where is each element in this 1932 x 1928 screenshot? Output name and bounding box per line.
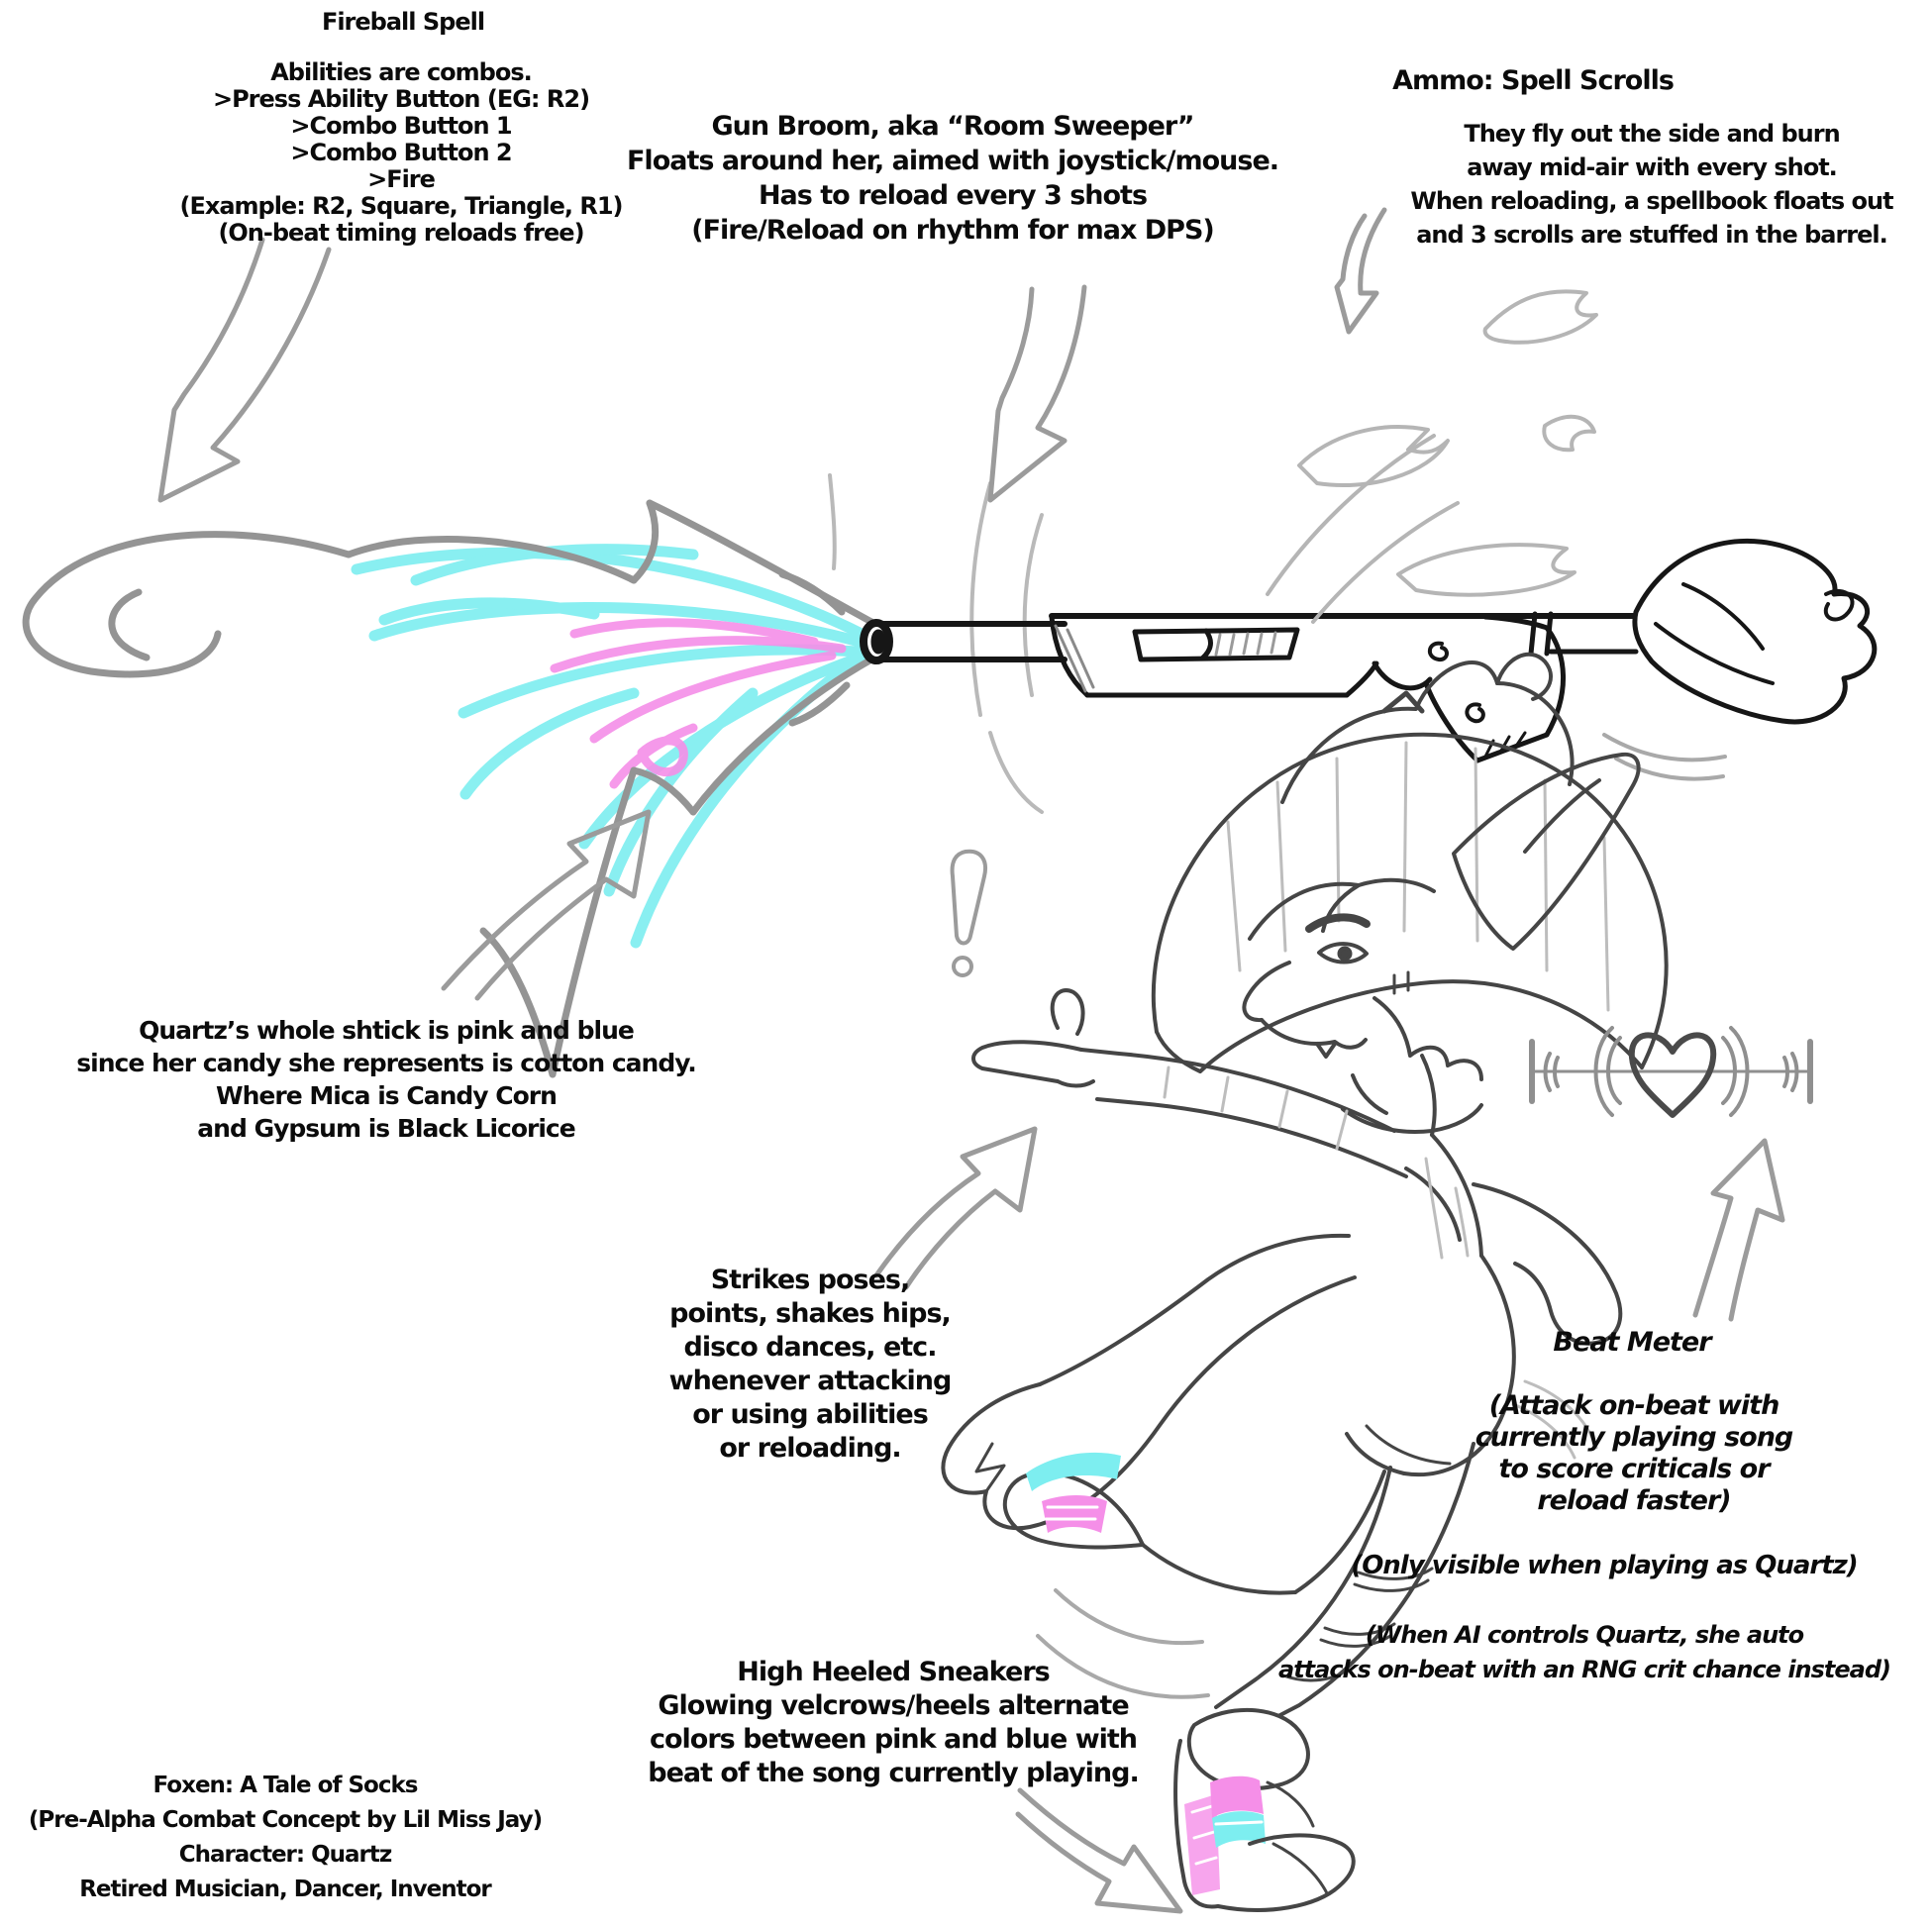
arrow-beat-meter-icon [1695, 1141, 1782, 1319]
fireball-spell-title: Fireball Spell [321, 8, 485, 36]
cotton-candy-note: Quartz’s whole shtick is pink and blue since her candy she represents is cotton candy. Where Mica is Candy Corn and Gypsum is Black Licorice [76, 1016, 696, 1143]
beat-meter-note: (Attack on-beat with currently playing song to score criticals or reload faster) [1474, 1390, 1793, 1516]
credits-note: Foxen: A Tale of Socks (Pre-Alpha Combat Concept by Lil Miss Jay) Character: Quartz Retired Musician, Dancer, Inventor [28, 1773, 543, 1902]
ammo-title: Ammo: Spell Scrolls [1392, 65, 1674, 96]
arrow-fireball-icon [160, 240, 329, 500]
arrow-gun-broom-icon [990, 287, 1084, 500]
exclamation-sketch [953, 852, 985, 975]
beat-meter-sketch [1532, 1028, 1810, 1115]
beat-meter-title: Beat Meter [1553, 1327, 1711, 1358]
gun-broom-sketch [864, 541, 1875, 778]
spell-scrolls-sketch [1268, 291, 1596, 622]
gun-broom-note: Gun Broom, aka “Room Sweeper” Floats around her, aimed with joystick/mouse. Has to reload every 3 shots (Fire/Reload on rhythm for max DPS) [626, 111, 1279, 246]
beat-meter-visibility-note: (Only visible when playing as Quartz) [1351, 1551, 1858, 1580]
sneakers-note: High Heeled Sneakers Glowing velcrows/heels alternate colors between pink and blue with beat of the song currently playing. [648, 1657, 1139, 1788]
ammo-note: They fly out the side and burn away mid-air with every shot. When reloading, a spellbook floats out and 3 scrolls are stuffed in the barrel. [1410, 120, 1893, 249]
beat-meter-heart-icon [1632, 1035, 1713, 1115]
muzzle-blast-sketch [26, 475, 1042, 1074]
arrow-ammo-icon [1337, 210, 1384, 332]
fireball-spell-note: Abilities are combos. >Press Ability Button (EG: R2) >Combo Button 1 >Combo Button 2 >Fire (Example: R2, Square, Triangle, R1) (On-beat timing reloads free) [179, 58, 623, 247]
beat-meter-ai-note: (When AI controls Quartz, she auto attacks on-beat with an RNG crit chance instead) [1277, 1621, 1891, 1683]
arrow-blast-icon [444, 812, 649, 998]
arrow-sneaker-icon [1018, 1790, 1180, 1911]
poses-note: Strikes poses, points, shakes hips, disco dances, etc. whenever attacking or using abilities or reloading. [668, 1265, 952, 1464]
